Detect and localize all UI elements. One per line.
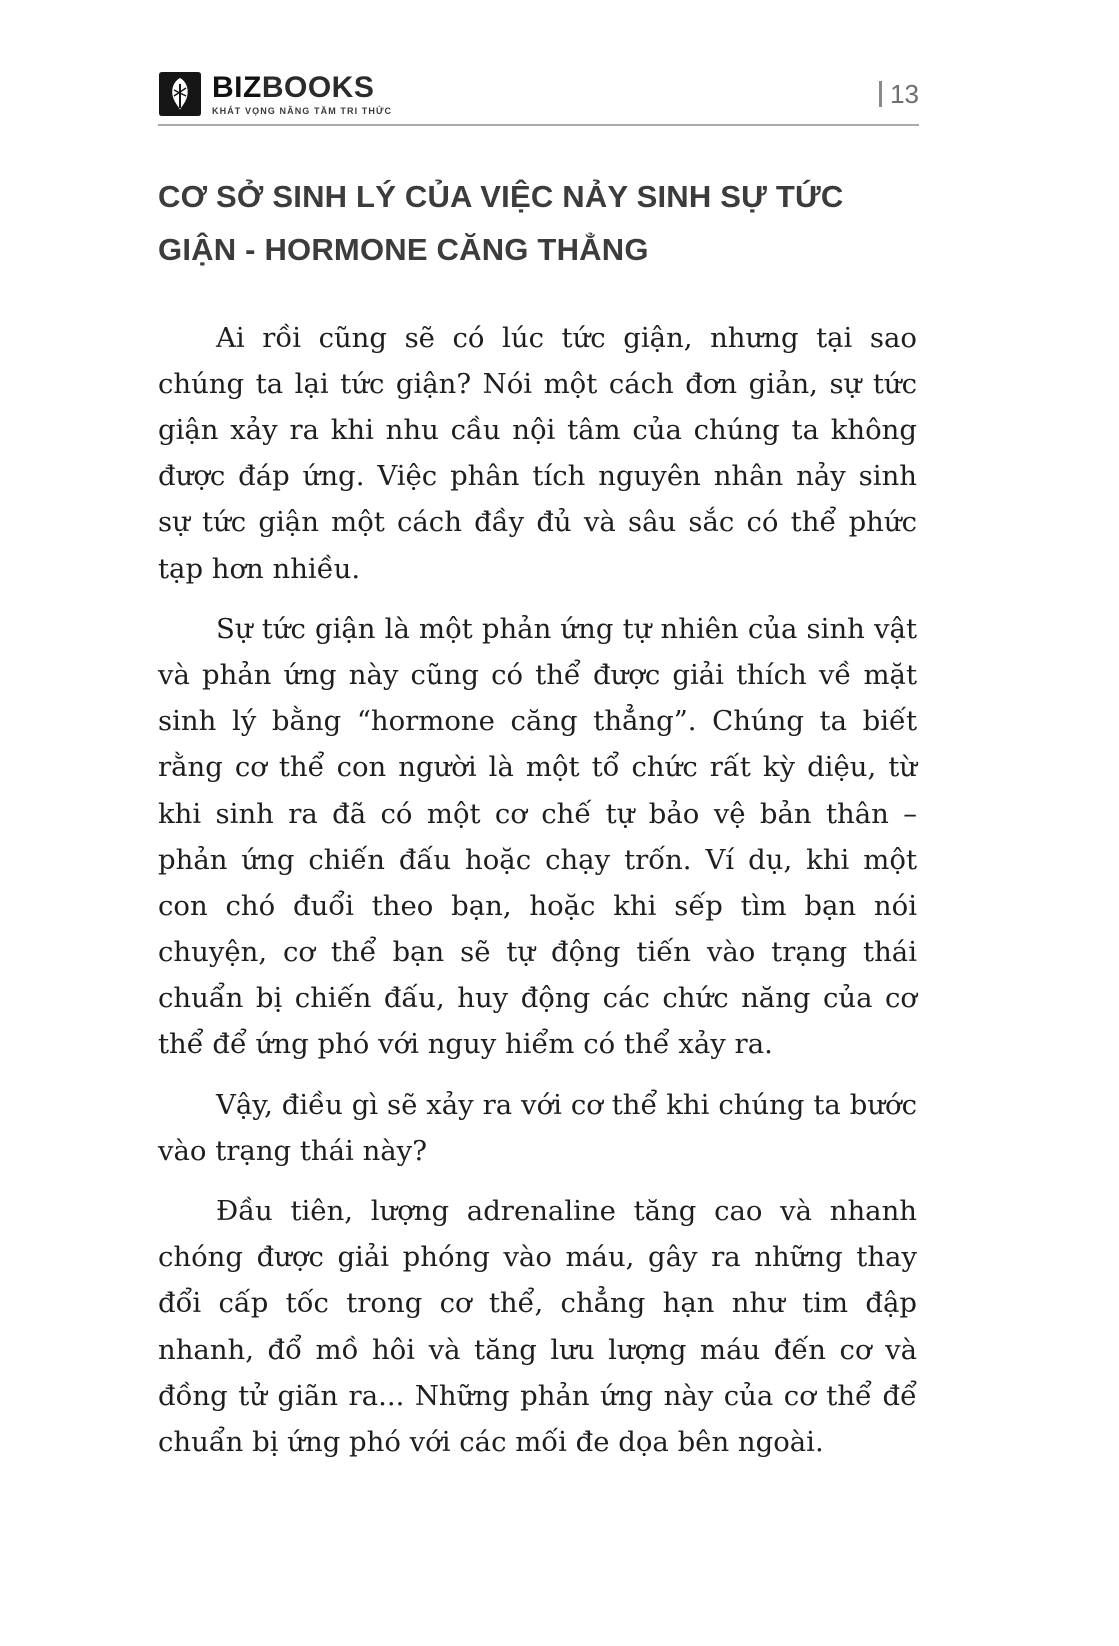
page-header [158, 68, 919, 120]
header-divider-line [158, 124, 919, 126]
page-number-divider [879, 81, 882, 107]
bizbooks-stamp-icon [158, 70, 202, 118]
publisher-name [212, 70, 392, 104]
page-number [879, 79, 919, 110]
paragraph: Vậy, điều gì sẽ xảy ra với cơ thể khi chúng ta bước vào trạng thái này? [158, 1088, 917, 1167]
paragraph: Ai rồi cũng sẽ có lúc tức giận, nhưng tại sao chúng ta lại tức giận? Nói một cách đơn giản, sự tức giận xảy ra khi nhu cầu nội tâm của chúng ta không được đáp ứng. Việc phân tích nguyên nhân nảy sinh sự tức giận một cách đầy đủ và sâu sắc có thể phức tạp hơn nhiều. [158, 321, 917, 585]
article [158, 170, 917, 1479]
publisher-logo [158, 70, 392, 118]
publisher-name-books: BOOKS [261, 70, 375, 104]
publisher-tagline: KHÁT VỌNG NÂNG TẦM TRI THỨC [212, 105, 393, 116]
article-body [158, 315, 917, 1466]
publisher-name-block [212, 70, 393, 116]
page-number-value: 13 [890, 78, 919, 109]
paragraph: Đầu tiên, lượng adrenaline tăng cao và nhanh chóng được giải phóng vào máu, gây ra những thay đổi cấp tốc trong cơ thể, chẳng hạn như tim đập nhanh, đổ mồ hôi và tăng lưu lượng máu đến cơ và đồng tử giãn ra... Những phản ứng này của cơ thể để chuẩn bị ứng phó với các mối đe dọa bên ngoài. [158, 1195, 917, 1458]
paragraph: Sự tức giận là một phản ứng tự nhiên của sinh vật và phản ứng này cũng có thể được giải thích về mặt sinh lý bằng “hormone căng thẳng”. Chúng ta biết rằng cơ thể con người là một tổ chức rất kỳ diệu, từ khi sinh ra đã có một cơ chế tự bảo vệ bản thân – phản ứng chiến đấu hoặc chạy trốn. Ví dụ, khi một con chó đuổi theo bạn, hoặc khi sếp tìm bạn nói chuyện, cơ thể bạn sẽ tự động tiến vào trạng thái chuẩn bị chiến đấu, huy động các chức năng của cơ thể để ứng phó với nguy hiểm có thể xảy ra. [158, 612, 917, 1061]
article-title: CƠ SỞ SINH LÝ CỦA VIỆC NẢY SINH SỰ TỨC GIẬN - HORMONE CĂNG THẲNG [158, 179, 844, 268]
publisher-name-biz: BIZ [212, 70, 262, 104]
